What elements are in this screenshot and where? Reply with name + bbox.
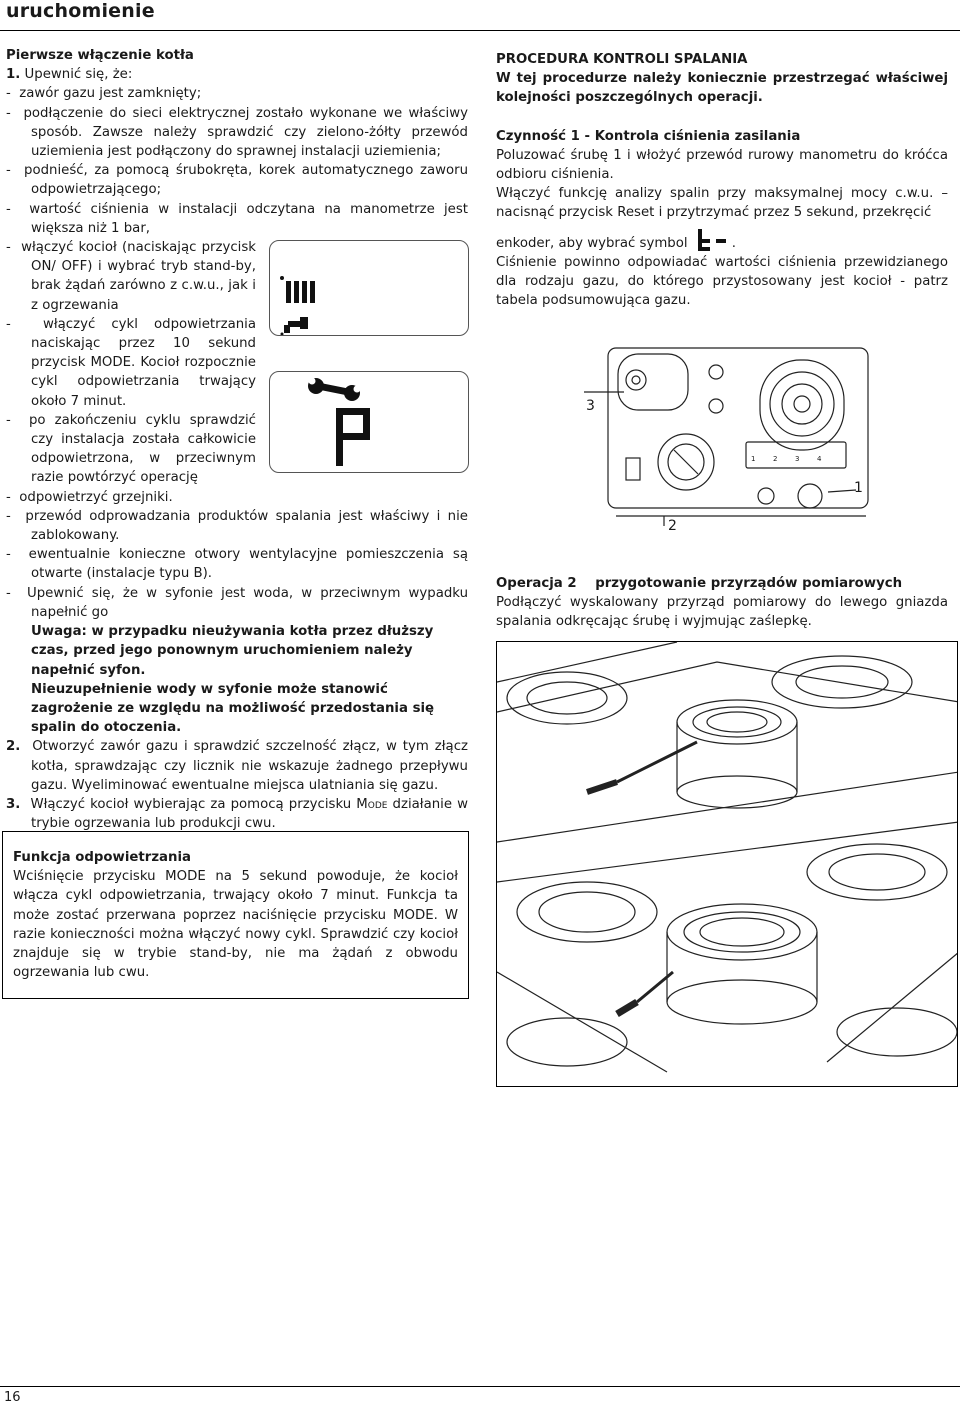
op1-text-3a: enkoder, aby wybrać symbol [496, 235, 688, 251]
boiler-flue-drawing [497, 642, 958, 1087]
op1-text-2: Włączyć funkcję analizy spalin przy maksymalnej mocy c.w.u. – nacisnąć przycisk Reset i przytrzymać przez 5 sekund, przekręcić [496, 186, 948, 221]
check-item: - Upewnić się, że w syfonie jest woda, w przeciwnym wypadku napełnić go [6, 585, 468, 620]
check-item: - odpowietrzyć grzejniki. [6, 489, 173, 505]
step-2-text: Otworzyć zawór gazu i sprawdzić szczelność złącz, w tym złącz kotła, sprawdzając czy licznik nie wskazuje żadnego przepływu gazu. Wyeliminować ewentualne miejsca ulatniania się gazu. [31, 739, 468, 793]
check-item: - zawór gazu jest zamknięty; [6, 86, 202, 102]
check-item: - włączyć kocioł (naciskając przycisk ON/ OFF) i wybrać tryb stand-by, brak żądań zarówno z c.w.u., jak i z ogrzewania [6, 240, 256, 313]
valve-label-1: 1 [854, 480, 863, 496]
lcd-display-heating [269, 240, 469, 336]
step-3-number: 3. [6, 796, 21, 812]
gas-valve-figure [566, 340, 882, 540]
valve-scale-4: 4 [817, 455, 822, 463]
heating-dhw-icons [270, 241, 468, 335]
valve-scale-1: 1 [751, 455, 756, 463]
step-1-intro: Upewnić się, że: [24, 67, 133, 83]
t-symbol-icon [692, 229, 732, 253]
step-2-number: 2. [6, 739, 21, 755]
check-item: - podnieść, za pomocą śrubokręta, korek automatycznego zaworu odpowietrzającego; [6, 163, 468, 198]
page-header [0, 0, 960, 31]
letter-p-segment-icon [336, 408, 370, 466]
op2-text: Podłączyć wyskalowany przyrząd pomiarowy do lewego gniazda spalania odkręcając śrubę i wyjmując zaślepkę. [496, 595, 948, 630]
op1-title: Czynność 1 - Kontrola ciśnienia zasilania [496, 128, 801, 144]
combustion-heading: PROCEDURA KONTROLI SPALANIA [496, 52, 748, 67]
step-1 [6, 65, 468, 84]
wrench-icon [308, 378, 361, 402]
op1-text-4: Ciśnienie powinno odpowiadać wartości ciśnienia przewidzianego dla rodzaju gazu, do którego przystosowany jest kocioł - patrz tabela podsumowująca gazu. [496, 254, 948, 309]
mode-word: Mode [356, 796, 388, 812]
valve-scale-2: 2 [773, 455, 778, 463]
footer-rule [0, 1386, 960, 1387]
op1-text-1: Poluzować śrubę 1 i włożyć przewód rurowy manometru do króćca odbioru ciśnienia. [496, 147, 948, 183]
step-3-text-b: działanie w trybie ogrzewania lub produkcji cwu. [31, 796, 468, 832]
op2-title-a: Operacja 2 [496, 576, 577, 591]
check-item: - włączyć cykl odpowietrzania naciskając przez 10 sekund przycisk MODE. Kocioł rozpocznie cykl odpowietrzania trwający około 7 minut. [6, 316, 256, 409]
valve-scale-3: 3 [795, 455, 800, 463]
lcd-display-purge [269, 371, 469, 473]
narrow-list [6, 238, 256, 488]
startup-heading: Pierwsze włączenie kotła [6, 48, 194, 63]
boiler-flue-figure [496, 641, 958, 1087]
valve-label-2: 2 [668, 518, 677, 534]
purge-function-title: Funkcja odpowietrzania [13, 850, 192, 865]
valve-label-3: 3 [586, 398, 595, 414]
siphon-warning: Uwaga: w przypadku nieużywania kotła przez dłuższy czas, przed jego ponownym uruchomieniem należy napełnić syfon. [31, 624, 434, 678]
step-1-number: 1. [6, 67, 21, 83]
check-item: - przewód odprowadzania produktów spalania jest właściwy i nie zablokowany. [6, 508, 468, 544]
page-title: uruchomienie [6, 0, 155, 22]
right-column [496, 50, 948, 310]
check-item: - po zakończeniu cyklu sprawdzić czy instalacja została całkowicie odpowietrzona, w przeciwnym razie powtórzyć operację [6, 412, 256, 486]
check-item: - wartość ciśnienia w instalacji odczytana na manometrze jest większa niż 1 bar, [6, 201, 468, 236]
op2-title-b: przygotowanie przyrządów pomiarowych [595, 576, 903, 591]
op1-text-3b: . [731, 235, 737, 251]
op2-section [496, 574, 948, 632]
step-3-text-a: Włączyć kocioł wybierając za pomocą przycisku [30, 796, 357, 812]
gas-valve-drawing [566, 340, 882, 540]
check-item: - podłączenie do sieci elektrycznej zostało wykonane we właściwy sposób. Zawsze należy sprawdzić czy zielono-żółty przewód uziemienia jest podłączony do sprawnej instalacji uziemienia; [6, 105, 468, 160]
tap-icon [281, 317, 309, 335]
page-number: 16 [4, 1390, 21, 1405]
purge-display [270, 372, 468, 472]
radiator-icon [280, 276, 315, 303]
step-3 [6, 795, 468, 833]
combustion-subheading: W tej procedurze należy koniecznie przestrzegać właściwej kolejności poszczególnych operacji. [496, 71, 948, 106]
purge-function-box [2, 831, 469, 999]
check-item: - ewentualnie konieczne otwory wentylacyjne pomieszczenia są otwarte (instalacje typu B). [6, 547, 468, 582]
op2-title [496, 574, 948, 593]
step-2 [6, 737, 468, 795]
purge-function-text: Wciśnięcie przycisku MODE na 5 sekund powoduje, że kocioł włącza cykl odpowietrzania, trwający około 7 minut. Funkcja ta może zostać przerwana poprzez naciśnięcie przycisku MODE. W razie konieczności można włączyć nowy cykl. Sprawdzić czy kocioł znajduje się w trybie stand-by, nie ma żądań z obwodu ogrzewania lub cwu. [13, 869, 458, 981]
op1-text-3 [496, 229, 948, 253]
siphon-danger: Nieuzupełnienie wody w syfonie może stanowić zagrożenie ze względu na możliwość przedostania się spalin do otoczenia. [31, 681, 435, 736]
